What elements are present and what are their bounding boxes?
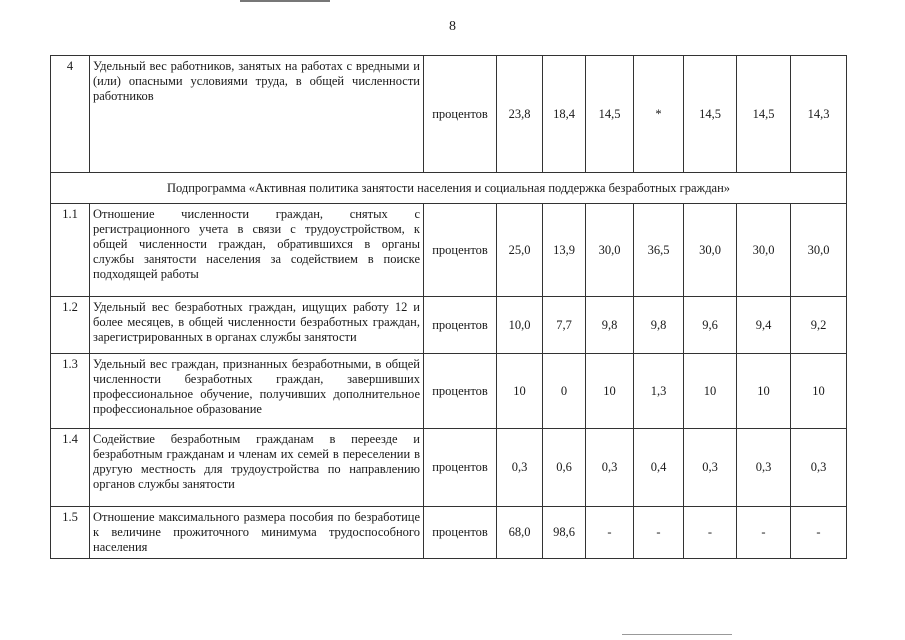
indicators-table <box>50 55 847 559</box>
value-cell: 13,9 <box>543 204 586 297</box>
value-cell: - <box>737 507 791 559</box>
subprogram-row <box>51 173 847 204</box>
value-cell: 9,4 <box>737 297 791 354</box>
value-cell: - <box>634 507 684 559</box>
value-cell: 10 <box>684 354 737 429</box>
row-number: 4 <box>51 56 90 173</box>
value-cell: 23,8 <box>497 56 543 173</box>
scan-mark-top <box>240 0 330 5</box>
value-cell: 30,0 <box>791 204 847 297</box>
value-cell: 30,0 <box>586 204 634 297</box>
scan-mark-bottom <box>622 634 732 635</box>
value-cell: 68,0 <box>497 507 543 559</box>
unit-cell: процентов <box>424 297 497 354</box>
value-cell: 0,4 <box>634 429 684 507</box>
value-cell: 18,4 <box>543 56 586 173</box>
indicator-name: Удельный вес граждан, признанных безработными, в общей численности безработных граждан, завершивших профессиональное обучение, получивших дополнительное профессиональное образование <box>90 354 424 429</box>
unit-cell: процентов <box>424 429 497 507</box>
page-number: 8 <box>449 19 456 34</box>
value-cell: 1,3 <box>634 354 684 429</box>
table-row <box>51 297 847 354</box>
table-row <box>51 507 847 559</box>
value-cell: 7,7 <box>543 297 586 354</box>
value-cell: 0,3 <box>791 429 847 507</box>
indicator-name: Отношение максимального размера пособия по безработице к величине прожиточного минимума трудоспособного населения <box>90 507 424 559</box>
row-number: 1.4 <box>51 429 90 507</box>
indicator-name: Содействие безработным гражданам в переезде и безработным гражданам и членам их семей в переселении в другую местность для трудоустройства по направлению органов службы занятости <box>90 429 424 507</box>
value-cell: 9,8 <box>634 297 684 354</box>
value-cell: 0,3 <box>497 429 543 507</box>
value-cell: 0,3 <box>684 429 737 507</box>
unit-cell: процентов <box>424 354 497 429</box>
value-cell: 9,8 <box>586 297 634 354</box>
value-cell: 9,6 <box>684 297 737 354</box>
row-number: 1.5 <box>51 507 90 559</box>
value-cell: 0,6 <box>543 429 586 507</box>
value-cell: 9,2 <box>791 297 847 354</box>
value-cell: 14,5 <box>737 56 791 173</box>
indicator-name: Удельный вес работников, занятых на работах с вредными и (или) опасными условиями труда, в общей численности работников <box>90 56 424 173</box>
value-cell: 10 <box>737 354 791 429</box>
value-cell: 30,0 <box>737 204 791 297</box>
unit-cell: процентов <box>424 204 497 297</box>
value-cell: - <box>684 507 737 559</box>
value-cell: 36,5 <box>634 204 684 297</box>
value-cell: 10 <box>791 354 847 429</box>
value-cell: - <box>791 507 847 559</box>
indicator-name: Удельный вес безработных граждан, ищущих работу 12 и более месяцев, в общей численности безработных граждан, зарегистрированных в органах службы занятости <box>90 297 424 354</box>
value-cell: 25,0 <box>497 204 543 297</box>
unit-cell: процентов <box>424 507 497 559</box>
value-cell: 0,3 <box>737 429 791 507</box>
value-cell: 14,5 <box>586 56 634 173</box>
table-row <box>51 56 847 173</box>
value-cell: - <box>586 507 634 559</box>
row-number: 1.2 <box>51 297 90 354</box>
value-cell: * <box>634 56 684 173</box>
table-row <box>51 354 847 429</box>
value-cell: 10 <box>497 354 543 429</box>
value-cell: 14,3 <box>791 56 847 173</box>
value-cell: 0 <box>543 354 586 429</box>
row-number: 1.1 <box>51 204 90 297</box>
table-row <box>51 429 847 507</box>
value-cell: 14,5 <box>684 56 737 173</box>
indicator-name: Отношение численности граждан, снятых с регистрационного учета в связи с трудоустройством, к общей численности граждан, обратившихся в органы службы занятости населения за содействием в поиске подходящей работы <box>90 204 424 297</box>
value-cell: 10,0 <box>497 297 543 354</box>
unit-cell: процентов <box>424 56 497 173</box>
value-cell: 10 <box>586 354 634 429</box>
value-cell: 30,0 <box>684 204 737 297</box>
value-cell: 0,3 <box>586 429 634 507</box>
row-number: 1.3 <box>51 354 90 429</box>
table-row <box>51 204 847 297</box>
subprogram-title: Подпрограмма «Активная политика занятости населения и социальная поддержка безработных граждан» <box>51 173 847 204</box>
value-cell: 98,6 <box>543 507 586 559</box>
